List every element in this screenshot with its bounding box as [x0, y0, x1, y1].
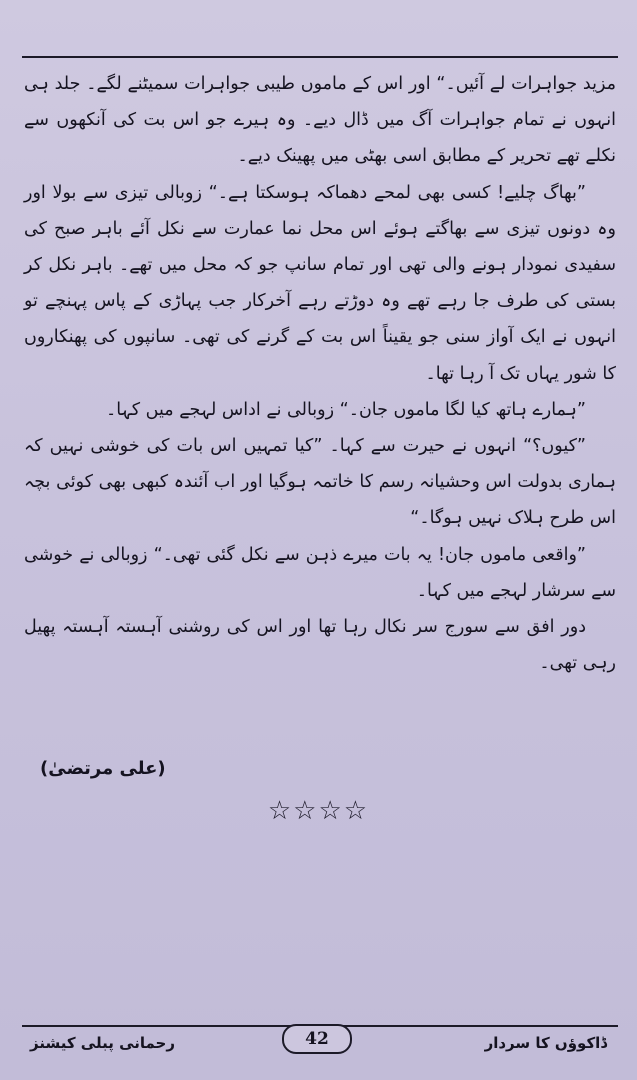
footer-book-title: ڈاکوؤں کا سردار — [484, 1034, 607, 1052]
paragraph-1: مزید جواہرات لے آئیں۔“ اور اس کے ماموں طیبی جواہرات سمیٹنے لگے۔ جلد ہی انہوں نے تمام جواہرات آگ میں ڈال دیے۔ وہ ہیرے جو اس بت کی آنکھوں سے نکلے تھے تحریر کے مطابق اسی بھٹی میں پھینک دیے۔ — [24, 74, 616, 167]
paragraph-2: ”بھاگ چلیے! کسی بھی لمحے دھماکہ ہوسکتا ہے۔“ زوبالی تیزی سے بولا اور وہ دونوں تیزی سے بھاگتے ہوئے اس محل نما عمارت سے نکل آئے باہر صبح کی سفیدی نمودار ہونے والی تھی اور تمام سانپ جو کہ محل میں تھے۔ باہر نکل کر بستی کی طرف جا رہے تھے وہ دوڑتے رہے آخرکار جب پہاڑی کے پاس پہنچے تو انہوں نے ایک آواز سنی جو یقیناً اس بت کے گرنے کی تھی۔ سانپوں کی پھنکاروں کا شور یہاں تک آ رہا تھا۔ — [24, 182, 616, 384]
author-signature: (علی مرتضیٰ) — [40, 758, 166, 779]
paragraph-4: ”کیوں؟“ انہوں نے حیرت سے کہا۔ ”کیا تمہیں اس بات کی خوشی نہیں کہ ہماری بدولت اس وحشیانہ رسم کا خاتمہ ہوگیا اور اب آئندہ کبھی بھی کوئی بچہ اس طرح ہلاک نہیں ہوگا۔“ — [24, 436, 616, 529]
paragraph-3: ”ہمارے ہاتھ کیا لگا ماموں جان۔“ زوبالی نے اداس لہجے میں کہا۔ — [105, 399, 586, 420]
footer-publisher: رحمانی پبلی کیشنز — [30, 1034, 176, 1052]
story-text — [24, 66, 616, 681]
paragraph-5: ”واقعی ماموں جان! یہ بات میرے ذہن سے نکل گئی تھی۔“ زوبالی نے خوشی سے سرشار لہجے میں کہا۔ — [24, 544, 616, 601]
top-divider — [22, 56, 618, 58]
paragraph-6: دور افق سے سورج سر نکال رہا تھا اور اس کی روشنی آہستہ آہستہ پھیل رہی تھی۔ — [24, 617, 616, 674]
page-number-badge: 42 — [282, 1024, 352, 1054]
section-separator-stars: ☆☆☆☆ — [267, 796, 370, 826]
